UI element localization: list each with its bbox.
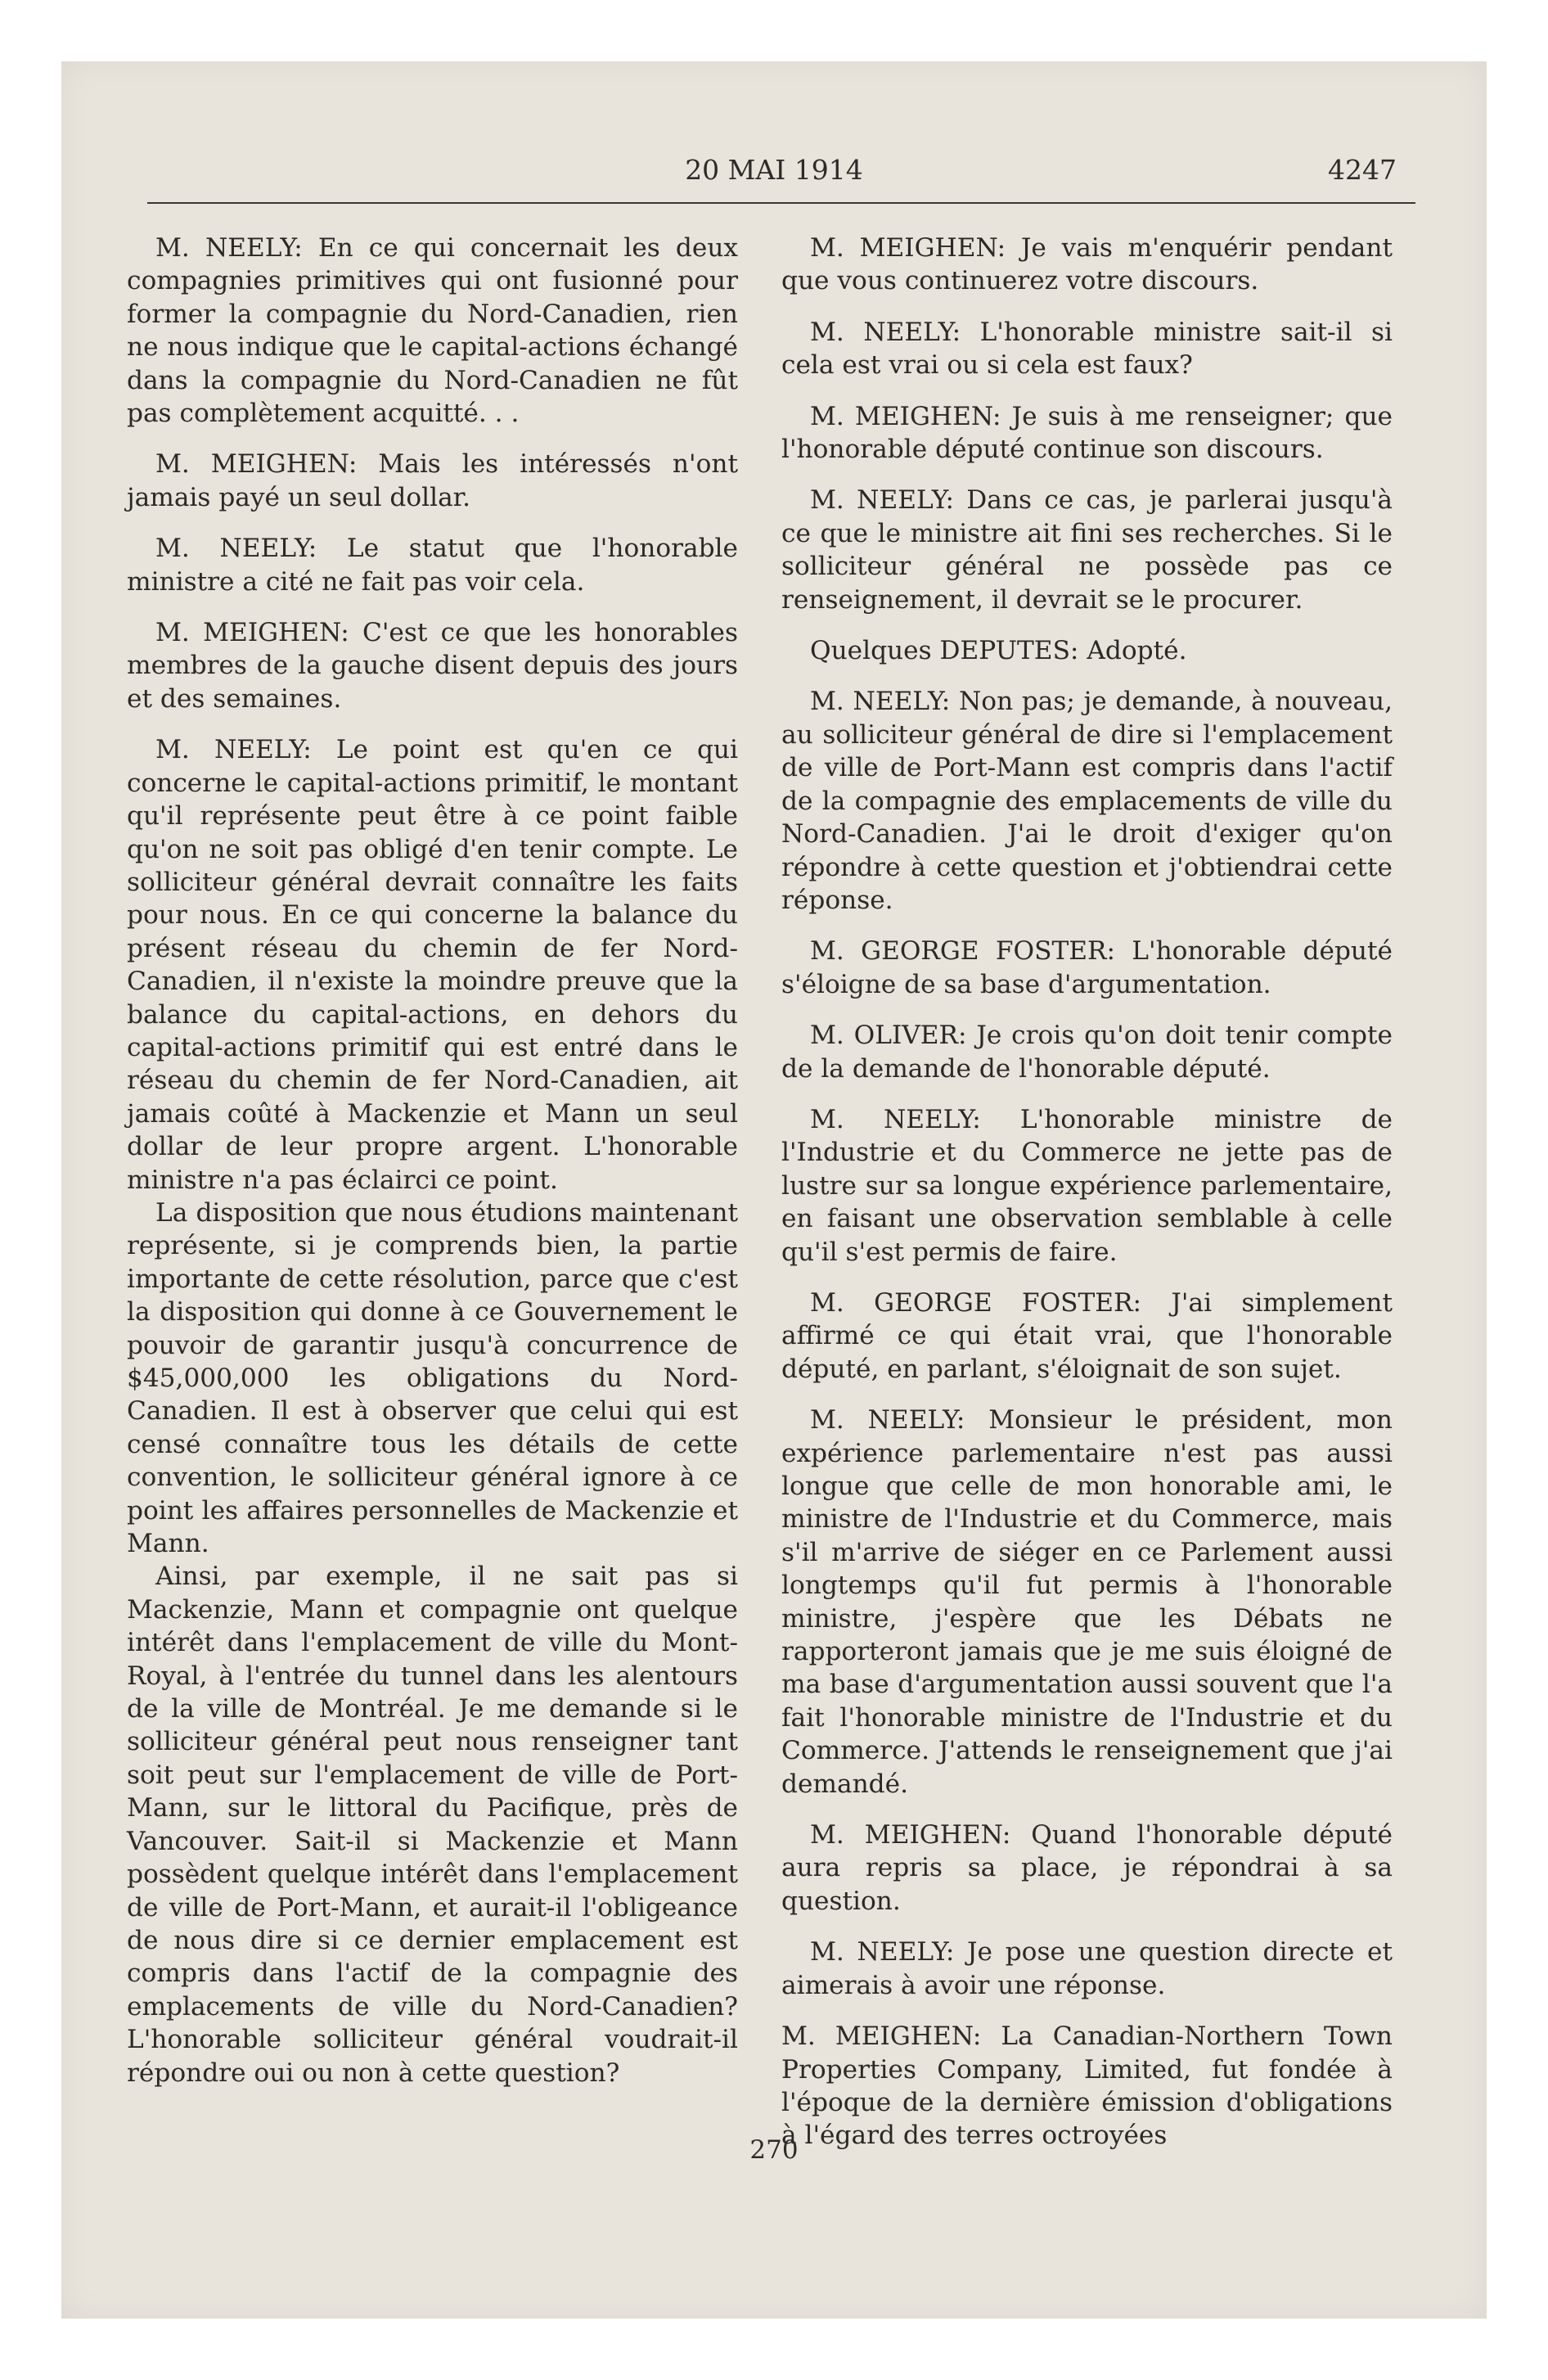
- paragraph: M. NEELY: Non pas; je demande, à nouveau, au solliciteur général de dire si l'emplacement de ville de Port-Mann est compris dans l'actif de la compagnie des emplacements de ville du Nord-Canadien. J'ai le droit d'exiger qu'on répondre à cette question et j'obtiendrai cette réponse.: [781, 687, 1393, 915]
- paragraph: M. MEIGHEN: Mais les intéressés n'ont jamais payé un seul dollar.: [127, 449, 738, 512]
- paragraph: M. NEELY: L'honorable ministre de l'Industrie et du Commerce ne jette pas de lustre sur sa longue expérience parlementaire, en faisant une observation semblable à celle qu'il s'est permis de faire.: [781, 1104, 1393, 1267]
- paragraph: M. NEELY: L'honorable ministre sait-il si cela est vrai ou si cela est faux?: [781, 317, 1393, 381]
- paragraph: M. MEIGHEN: Je suis à me renseigner; que l'honorable député continue son discours.: [781, 401, 1393, 465]
- scanned-page: [61, 61, 1487, 2319]
- paragraph: M. NEELY: En ce qui concernait les deux compagnies primitives qui ont fusionné pour former la compagnie du Nord-Canadien, rien ne nous indique que le capital-actions échangé dans la compagnie du Nord-Canadien ne fût pas complètement acquitté. . .: [127, 233, 738, 429]
- paragraph: M. OLIVER: Je crois qu'on doit tenir compte de la demande de l'honorable député.: [781, 1021, 1393, 1084]
- paragraph: M. NEELY: Dans ce cas, je parlerai jusqu'à ce que le ministre ait fini ses recherches. Si le solliciteur général ne possède pas ce renseignement, il devrait se le procurer.: [781, 485, 1393, 615]
- paragraph: M. MEIGHEN: Je vais m'enquérir pendant que vous continuerez votre discours.: [781, 233, 1393, 296]
- paragraph: La disposition que nous étudions maintenant représente, si je comprends bien, la partie importante de cette résolution, parce que c'est la disposition qui donne à ce Gouvernement le pouvoir de garantir jusqu'à concurrence de $45,000,000 les obligations du Nord-Canadien. Il est à observer que celui qui est censé connaître tous les détails de cette convention, le solliciteur général ignore à ce point les affaires personnelles de Mackenzie et Mann.: [127, 1197, 738, 1559]
- paragraph: M. MEIGHEN: La Canadian-Northern Town Properties Company, Limited, fut fondée à l'époque de la dernière émission d'obligations à l'égard des terres octroyées: [781, 2022, 1393, 2151]
- paragraph: M. MEIGHEN: Quand l'honorable député aura repris sa place, je répondrai à sa question.: [781, 1820, 1393, 1916]
- page-folio: 270: [749, 2135, 799, 2165]
- paragraph: Ainsi, par exemple, il ne sait pas si Mackenzie, Mann et compagnie ont quelque intérêt dans l'emplacement de ville du Mont-Royal, à l'entrée du tunnel dans les alentours de la ville de Montréal. Je me demande si le solliciteur général peut nous renseigner tant soit peut sur l'emplacement de ville de Port-Mann, sur le littoral du Pacifique, près de Vancouver. Sait-il si Mackenzie et Mann possèdent quelque intérêt dans l'emplacement de ville de Port-Mann, et aurait-il l'obligeance de nous dire si ce dernier emplacement est compris dans l'actif de la compagnie des emplacements de ville du Nord-Canadien? L'honorable solliciteur général voudrait-il répondre oui ou non à cette question?: [127, 1562, 738, 2088]
- header-rule: [147, 202, 1415, 204]
- paragraph: M. MEIGHEN: C'est ce que les honorables membres de la gauche disent depuis des jours et des semaines.: [127, 618, 738, 714]
- paragraph: M. NEELY: Le point est qu'en ce qui concerne le capital-actions primitif, le montant qu'il représente peut être à ce point faible qu'on ne soit pas obligé d'en tenir compte. Le solliciteur général devrait connaître les faits pour nous. En ce qui concerne la balance du présent réseau du chemin de fer Nord-Canadien, il n'existe la moindre preuve que la balance du capital-actions, en dehors du capital-actions primitif qui est entré dans le réseau du chemin de fer Nord-Canadien, ait jamais coûté à Mackenzie et Mann un seul dollar de leur propre argent. L'honorable ministre n'a pas éclairci ce point.: [127, 735, 738, 1195]
- paragraph: Quelques DEPUTES: Adopté.: [810, 636, 1187, 666]
- left-column: [127, 232, 738, 2089]
- paragraph: M. NEELY: Monsieur le président, mon expérience parlementaire n'est pas aussi longue que celle de mon honorable ami, le ministre de l'Industrie et du Commerce, mais s'il m'arrive de siéger en ce Parlement aussi longtemps qu'il fut permis à l'honorable ministre, j'espère que les Débats ne rapporteront jamais que je me suis éloigné de ma base d'argumentation aussi souvent que l'a fait l'honorable ministre de l'Industrie et du Commerce. J'attends le renseignement que j'ai demandé.: [781, 1405, 1393, 1799]
- paragraph: M. NEELY: Le statut que l'honorable ministre a cité ne fait pas voir cela.: [127, 534, 738, 597]
- paragraph: M. NEELY: Je pose une question directe et aimerais à avoir une réponse.: [781, 1937, 1393, 2000]
- header-page-number: 4247: [1328, 154, 1397, 186]
- right-column: [781, 232, 1393, 2152]
- header-date: 20 MAI 1914: [685, 154, 863, 186]
- paragraph: M. GEORGE FOSTER: L'honorable député s'éloigne de sa base d'argumentation.: [781, 936, 1393, 999]
- paragraph: M. GEORGE FOSTER: J'ai simplement affirmé ce qui était vrai, que l'honorable député, en parlant, s'éloignait de son sujet.: [781, 1287, 1393, 1384]
